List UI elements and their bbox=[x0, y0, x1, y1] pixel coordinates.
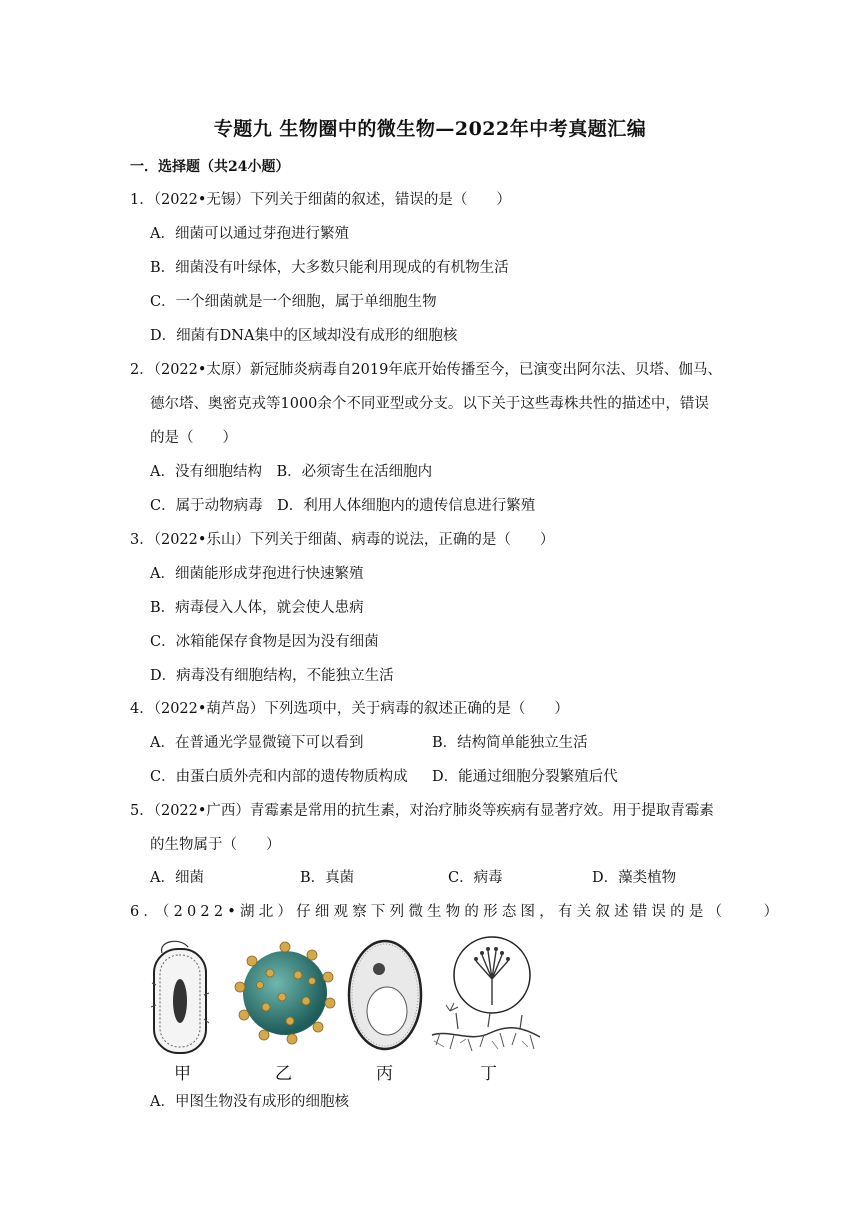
q4-option-b: B．结构简单能独立生活 bbox=[432, 735, 588, 751]
page-title: 专题九 生物圈中的微生物—2022年中考真题汇编 bbox=[213, 118, 647, 140]
q4-option-c: C．由蛋白质外壳和内部的遗传物质构成 bbox=[150, 769, 408, 785]
q1-option-b: B．细菌没有叶绿体，大多数只能利用现成的有机物生活 bbox=[150, 260, 509, 276]
q3-option-c: C．冰箱能保存食物是因为没有细菌 bbox=[150, 634, 379, 650]
q4-options-cd bbox=[150, 767, 750, 787]
q6-option-a: A．甲图生物没有成形的细胞核 bbox=[150, 1094, 349, 1110]
q2-stem-line3: 的是（ ） bbox=[150, 430, 237, 446]
q4-option-d: D．能通过细胞分裂繁殖后代 bbox=[432, 769, 618, 785]
figure-label-jia: 甲 bbox=[174, 1064, 191, 1084]
q2-stem-line1: 2．（2022•太原）新冠肺炎病毒自2019年底开始传播至今，已演变出阿尔法、贝塔、伽马、 bbox=[130, 362, 722, 378]
q4-stem: 4．（2022•葫芦岛）下列选项中，关于病毒的叙述正确的是（ ） bbox=[130, 701, 569, 717]
q5-option-c: C．病毒 bbox=[448, 870, 503, 886]
mold-figure bbox=[430, 935, 542, 1055]
q2-options-cd: C．属于动物病毒 D．利用人体细胞内的遗传信息进行繁殖 bbox=[150, 498, 536, 514]
q5-stem-line1: 5．（2022•广西）青霉素是常用的抗生素，对治疗肺炎等疾病有显著疗效。用于提取青霉素 bbox=[130, 803, 714, 819]
q5-option-d: D．藻类植物 bbox=[592, 870, 677, 886]
q3-stem: 3．（2022•乐山）下列关于细菌、病毒的说法，正确的是（ ） bbox=[130, 532, 555, 548]
q1-stem: 1．（2022•无锡）下列关于细菌的叙述，错误的是（ ） bbox=[130, 192, 511, 208]
q3-option-b: B．病毒侵入人体，就会使人患病 bbox=[150, 600, 364, 616]
q5-option-a: A．细菌 bbox=[150, 870, 204, 886]
bacterium-figure bbox=[148, 935, 212, 1057]
q6-stem: 6．（2022•湖北）仔细观察下列微生物的形态图，有关叙述错误的是（ ） bbox=[130, 904, 783, 920]
q3-option-d: D．病毒没有细胞结构，不能独立生活 bbox=[150, 668, 394, 684]
q5-stem-line2: 的生物属于（ ） bbox=[150, 837, 281, 853]
q2-options-ab: A．没有细胞结构 B．必须寄生在活细胞内 bbox=[150, 464, 433, 480]
q4-options-ab bbox=[150, 733, 750, 753]
figure-label-ding: 丁 bbox=[480, 1064, 497, 1084]
q2-stem-line2: 德尔塔、奥密克戎等1000余个不同亚型或分支。以下关于这些毒株共性的描述中，错误 bbox=[150, 396, 709, 412]
q5-option-b: B．真菌 bbox=[300, 870, 355, 886]
q3-option-a: A．细菌能形成芽孢进行快速繁殖 bbox=[150, 566, 364, 582]
section-heading: 一．选择题（共24小题） bbox=[130, 159, 290, 175]
microbe-figures bbox=[140, 935, 560, 1085]
q4-option-a: A．在普通光学显微镜下可以看到 bbox=[150, 735, 364, 751]
virus-figure bbox=[230, 935, 340, 1050]
yeast-cell-figure bbox=[345, 935, 425, 1053]
figure-label-bing: 丙 bbox=[376, 1064, 393, 1084]
q1-option-a: A．细菌可以通过芽孢进行繁殖 bbox=[150, 226, 349, 242]
q1-option-c: C．一个细菌就是一个细胞，属于单细胞生物 bbox=[150, 294, 437, 310]
q5-options bbox=[150, 868, 750, 888]
q1-option-d: D．细菌有DNA集中的区域却没有成形的细胞核 bbox=[150, 328, 458, 344]
figure-label-yi: 乙 bbox=[275, 1064, 292, 1084]
